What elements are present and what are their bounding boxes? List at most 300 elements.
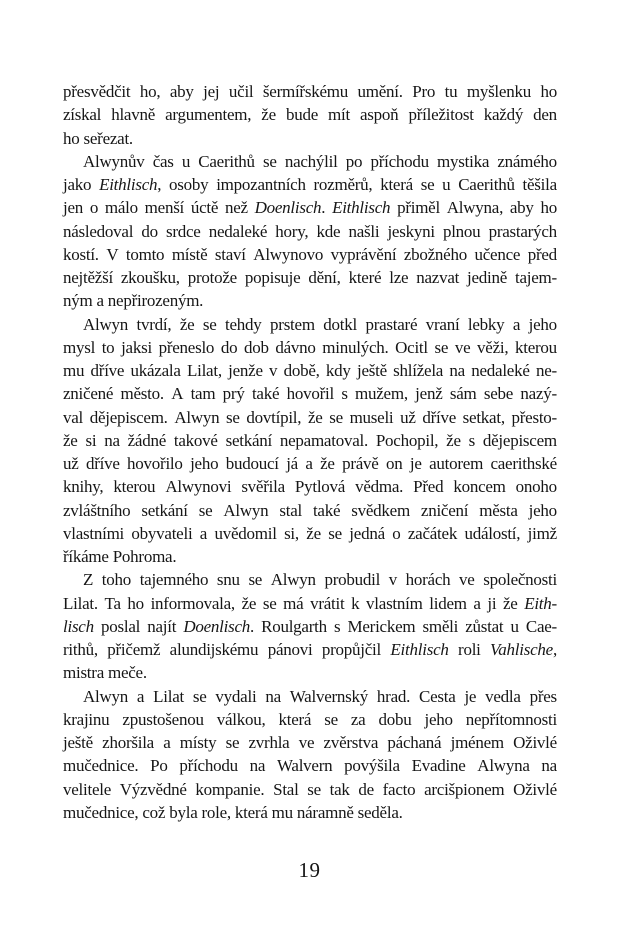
- word: prstem: [270, 314, 315, 334]
- word: zůstat: [465, 616, 504, 636]
- word: přeneslo: [158, 337, 215, 357]
- word: tajem-: [514, 268, 557, 287]
- word: že: [179, 314, 195, 334]
- word: koncem: [453, 477, 506, 497]
- word: vrátit: [310, 593, 345, 613]
- word: že: [446, 430, 461, 450]
- word: se: [202, 314, 217, 334]
- word: u: [181, 151, 191, 171]
- text-line: [63, 499, 557, 522]
- text-line: [63, 266, 557, 289]
- word: dávno: [275, 337, 316, 357]
- word: de: [358, 779, 374, 799]
- word: arcišpionem: [424, 779, 505, 799]
- word: s: [468, 430, 476, 450]
- word: argumentem,: [165, 105, 252, 125]
- text-line: [63, 196, 557, 219]
- word: se: [420, 175, 435, 194]
- word: se: [328, 523, 342, 543]
- word: vydali: [215, 686, 257, 706]
- word: Před: [413, 477, 444, 497]
- word: propůjčil: [321, 640, 382, 659]
- word: věži,: [477, 337, 509, 357]
- word: ne-: [535, 361, 557, 380]
- word: získal: [63, 105, 102, 125]
- word: už: [63, 454, 79, 473]
- word: se: [248, 570, 263, 590]
- word: prý: [222, 384, 245, 404]
- word: příchodu: [370, 151, 429, 171]
- word: a: [136, 686, 145, 706]
- word: města: [479, 500, 518, 520]
- word: nachýlil: [284, 151, 338, 171]
- word: že: [241, 593, 257, 613]
- word: stal: [279, 500, 302, 520]
- text-line: [63, 313, 557, 336]
- word: také: [312, 500, 341, 520]
- word: ho: [540, 198, 557, 218]
- word: ve: [298, 733, 315, 752]
- paragraph: [63, 80, 557, 150]
- word: tajemného: [139, 570, 209, 590]
- word: zvláštního: [63, 500, 131, 520]
- word: událostí,: [464, 523, 521, 543]
- word: a: [305, 454, 313, 473]
- word: on: [386, 454, 403, 473]
- word: příležitost: [408, 105, 474, 125]
- word: prastaré: [365, 314, 418, 334]
- word: po: [345, 151, 363, 171]
- word: s: [334, 616, 341, 636]
- word: osoby: [169, 175, 209, 194]
- word: jedině: [467, 268, 508, 287]
- word: úctě: [190, 198, 219, 218]
- word: Evadine: [411, 756, 466, 776]
- word: menší: [144, 198, 185, 218]
- word: mysl: [63, 337, 96, 357]
- word: roli: [458, 640, 481, 659]
- text-line: [63, 243, 557, 266]
- word: dovtípil,: [246, 407, 302, 427]
- word: a: [163, 733, 171, 752]
- word: zkoušku,: [120, 268, 180, 287]
- word: tak: [329, 779, 350, 799]
- word: také: [251, 384, 280, 404]
- word: svědkem: [351, 500, 410, 520]
- word: kostí.: [63, 244, 99, 264]
- text-line: [63, 80, 557, 103]
- word: na: [449, 361, 465, 380]
- word: já: [286, 454, 298, 473]
- word: hovořilo: [127, 454, 183, 473]
- word: vlastními: [63, 523, 125, 543]
- word: se: [225, 733, 240, 752]
- word: alundijskému: [169, 640, 259, 659]
- word: kdy: [325, 361, 351, 380]
- word: vraní: [425, 314, 460, 334]
- word: nazvat: [416, 268, 460, 287]
- word: době,: [283, 361, 320, 380]
- word: nedaleké: [471, 361, 530, 380]
- text-line: [63, 173, 557, 196]
- word: právě: [342, 454, 379, 473]
- page-number: 19: [298, 858, 321, 882]
- word: rozměrů,: [313, 175, 373, 194]
- text-line: [63, 685, 557, 708]
- word: Z: [83, 570, 94, 590]
- word: prastarých: [488, 221, 557, 241]
- paragraph: [63, 313, 557, 569]
- word: ho: [127, 593, 144, 613]
- word: to: [101, 337, 115, 357]
- word: Eith-: [524, 593, 557, 613]
- word: dějepiscem.: [89, 407, 168, 427]
- word: museli: [349, 407, 394, 427]
- word: obyvateli: [131, 523, 193, 543]
- word: se: [198, 500, 213, 520]
- text-line: [63, 708, 557, 731]
- text-line: [63, 568, 557, 591]
- word: zničení: [420, 500, 469, 520]
- word: zvrhla: [248, 733, 290, 752]
- word: v: [388, 570, 397, 590]
- word: jako: [63, 175, 92, 194]
- word: která: [278, 709, 312, 729]
- word: ještě: [63, 733, 93, 752]
- word: onoho: [515, 477, 557, 497]
- word: Alwyn: [223, 500, 269, 520]
- word: jeho: [424, 709, 453, 729]
- word: den: [533, 105, 557, 125]
- word: lidem: [429, 593, 467, 613]
- word: každý: [483, 105, 524, 125]
- word: minulých.: [322, 337, 389, 357]
- word: se: [192, 686, 207, 706]
- word: přiměl: [397, 198, 440, 218]
- word: málo: [104, 198, 138, 218]
- word: V: [106, 244, 119, 264]
- word: dobu: [378, 709, 412, 729]
- word: Alwyna: [477, 756, 530, 776]
- word: caerithské: [490, 454, 557, 473]
- word: rithů,: [63, 640, 98, 659]
- word: už: [400, 407, 416, 427]
- word: Pro: [412, 82, 436, 101]
- word: informovala,: [150, 593, 235, 613]
- text-line: [63, 615, 557, 638]
- word: jen: [63, 198, 84, 218]
- word: k: [351, 593, 360, 613]
- word: Výzvědné: [119, 779, 187, 799]
- text-line: [63, 731, 557, 754]
- word: vyprávění: [330, 244, 397, 264]
- word: do: [220, 337, 238, 357]
- word: Stal: [273, 779, 299, 799]
- word: místy: [179, 733, 217, 752]
- word: Lilat,: [186, 361, 222, 380]
- word: Doenlisch.: [183, 616, 254, 636]
- word: bude: [285, 105, 318, 125]
- word: svěřila: [241, 477, 285, 497]
- word: nepamatoval.: [279, 430, 368, 450]
- word: dotkl: [323, 314, 357, 334]
- word: srdce: [165, 221, 201, 241]
- word: zničené: [63, 384, 114, 404]
- word: čas: [152, 151, 174, 171]
- word: mít: [328, 105, 350, 125]
- word: aspoň: [360, 105, 399, 125]
- word: těšila: [522, 175, 557, 194]
- word: která: [380, 175, 413, 194]
- word: vedla: [485, 686, 521, 706]
- word: lze: [389, 268, 409, 287]
- word: Alwyn: [83, 686, 129, 706]
- word: na: [265, 686, 281, 706]
- word: Eithlisch,: [99, 175, 162, 194]
- text-line: [63, 522, 557, 545]
- word: je: [464, 686, 477, 706]
- word: mučednice.: [63, 756, 139, 776]
- word: které: [348, 268, 382, 287]
- word: před: [527, 244, 557, 264]
- word: uvědomil: [214, 523, 277, 543]
- word: aby: [509, 198, 534, 218]
- word: že: [306, 523, 321, 543]
- word: jeho: [528, 500, 557, 520]
- word: povýšila: [344, 756, 400, 776]
- word: si: [85, 430, 97, 450]
- word: Alwynův: [83, 151, 145, 171]
- word: příchodu: [179, 756, 238, 776]
- word: jimž: [527, 523, 557, 543]
- word: Caerithů: [198, 151, 255, 171]
- text-line: [63, 475, 557, 498]
- text-line: říkáme Pohroma.: [63, 547, 177, 566]
- word: Merickem: [347, 616, 416, 636]
- word: dějepiscem: [482, 430, 557, 450]
- word: Ta: [104, 593, 121, 613]
- word: tvrdí,: [136, 314, 172, 334]
- word: Lilat.: [63, 593, 98, 613]
- text-line: ným a nepřirozeným.: [63, 291, 204, 311]
- word: val: [63, 407, 84, 427]
- word: ji: [487, 593, 497, 613]
- word: přesvědčit: [63, 82, 131, 101]
- word: si,: [284, 523, 299, 543]
- word: nepřítomnosti: [465, 709, 557, 729]
- word: protože: [187, 268, 237, 287]
- word: kde: [316, 221, 341, 241]
- word: se: [262, 151, 277, 171]
- word: zpustošenou: [122, 709, 204, 729]
- word: že: [63, 430, 78, 450]
- word: Oživlé: [513, 779, 557, 799]
- word: Caerithů: [458, 175, 515, 194]
- word: vědma.: [355, 477, 404, 497]
- word: ho,: [139, 82, 161, 101]
- page-text: [63, 80, 557, 824]
- word: takové: [173, 430, 218, 450]
- word: na: [541, 756, 557, 776]
- word: budoucí: [225, 454, 279, 473]
- word: pánovi: [267, 640, 313, 659]
- text-line: [63, 359, 557, 382]
- word: A: [171, 384, 184, 404]
- word: tu: [444, 82, 458, 101]
- word: našli: [348, 221, 380, 241]
- word: mystika: [437, 151, 490, 171]
- word: Po: [150, 756, 168, 776]
- word: do: [141, 221, 158, 241]
- text-line: [63, 150, 557, 173]
- word: sám: [449, 384, 477, 404]
- word: že: [261, 105, 276, 125]
- word: Alwynovi: [165, 477, 232, 497]
- text-line: mučednice, což byla role, která mu náramně seděla.: [63, 802, 403, 822]
- word: toho: [101, 570, 132, 590]
- word: jenž: [415, 384, 443, 404]
- word: jeskyni: [387, 221, 435, 241]
- word: se: [434, 337, 449, 357]
- word: přičemž: [107, 640, 161, 659]
- text-line: [63, 406, 557, 429]
- word: horách: [405, 570, 451, 590]
- paragraph: [63, 685, 557, 825]
- word: Alwyn: [83, 314, 129, 334]
- text-line: mistra meče.: [63, 663, 147, 683]
- word: na: [249, 756, 266, 776]
- word: místě: [171, 244, 208, 264]
- word: popisuje: [244, 268, 301, 287]
- word: o: [392, 523, 401, 543]
- word: aby: [169, 82, 194, 101]
- word: Doenlisch.: [254, 198, 326, 218]
- word: že: [320, 454, 335, 473]
- word: jaksi: [121, 337, 152, 357]
- word: zbožného: [403, 244, 467, 264]
- word: facto: [382, 779, 416, 799]
- word: staví: [214, 244, 246, 264]
- word: hory,: [275, 221, 309, 241]
- text-line: [63, 429, 557, 452]
- word: než: [224, 198, 248, 218]
- word: o: [89, 198, 99, 218]
- word: válkou,: [216, 709, 266, 729]
- word: jeho: [528, 314, 557, 334]
- word: hrad.: [376, 686, 411, 706]
- word: jej: [203, 82, 220, 101]
- text-line: [63, 754, 557, 777]
- word: setkání: [141, 500, 188, 520]
- word: ve: [454, 337, 471, 357]
- word: Walvern: [276, 756, 333, 776]
- word: nazý-: [520, 384, 557, 404]
- text-line: [63, 592, 557, 615]
- text-line: [63, 778, 557, 801]
- word: že: [307, 407, 323, 427]
- word: Alwynovo: [253, 244, 324, 264]
- word: sebe: [483, 384, 514, 404]
- word: se: [226, 407, 240, 427]
- word: Walvernský: [289, 686, 369, 706]
- word: šermířskému: [262, 82, 348, 101]
- paragraph: [63, 150, 557, 313]
- word: společnosti: [483, 570, 557, 590]
- word: setkání: [225, 430, 272, 450]
- paragraph: [63, 568, 557, 684]
- word: Vahlische,: [490, 640, 557, 659]
- word: v: [269, 361, 278, 380]
- word: se: [324, 709, 338, 729]
- word: Pytlová: [294, 477, 346, 497]
- word: nejtěžší: [63, 268, 113, 287]
- word: knihy,: [63, 477, 104, 497]
- word: za: [350, 709, 366, 729]
- word: shlížela: [393, 361, 444, 380]
- word: se: [262, 593, 277, 613]
- word: a: [199, 523, 208, 543]
- word: mu: [63, 361, 85, 380]
- word: jménem: [450, 733, 504, 752]
- text-line: [63, 638, 557, 661]
- word: tomto: [125, 244, 165, 264]
- word: Oživlé: [513, 733, 557, 752]
- word: že: [502, 593, 518, 613]
- word: kompanie.: [195, 779, 265, 799]
- text-line: ho seřezat.: [63, 128, 133, 148]
- word: ve: [459, 570, 475, 590]
- word: najít: [147, 616, 177, 636]
- word: setkat,: [462, 407, 505, 427]
- word: Cae-: [525, 616, 557, 636]
- word: impozantních: [216, 175, 306, 194]
- word: umění.: [357, 82, 403, 101]
- word: jenže: [228, 361, 263, 380]
- word: dříve: [85, 454, 120, 473]
- word: kterou: [515, 337, 557, 357]
- word: jedná: [349, 523, 385, 543]
- word: následoval: [63, 221, 134, 241]
- word: zvěrstva: [323, 733, 379, 752]
- word: kterou: [113, 477, 156, 497]
- word: ukázala: [130, 361, 181, 380]
- word: učil: [228, 82, 254, 101]
- word: tehdy: [225, 314, 262, 334]
- word: ho: [540, 82, 557, 101]
- word: páchaná: [387, 733, 442, 752]
- word: tam: [190, 384, 216, 404]
- word: směli: [422, 616, 459, 636]
- word: Roulgarth: [261, 616, 327, 636]
- word: poslal: [100, 616, 141, 636]
- text-line: [63, 452, 557, 475]
- word: plnou: [442, 221, 481, 241]
- word: vlastním: [366, 593, 423, 613]
- word: dění,: [308, 268, 341, 287]
- word: žádné: [127, 430, 166, 450]
- text-line: [63, 220, 557, 243]
- word: Eithlisch: [332, 198, 391, 218]
- word: přesto-: [511, 407, 557, 427]
- word: známého: [497, 151, 557, 171]
- word: dob: [243, 337, 269, 357]
- word: s: [341, 384, 348, 404]
- word: Alwyn: [270, 570, 316, 590]
- word: zhoršila: [102, 733, 154, 752]
- word: přes: [529, 686, 557, 706]
- word: mužem,: [355, 384, 408, 404]
- text-line: [63, 382, 557, 405]
